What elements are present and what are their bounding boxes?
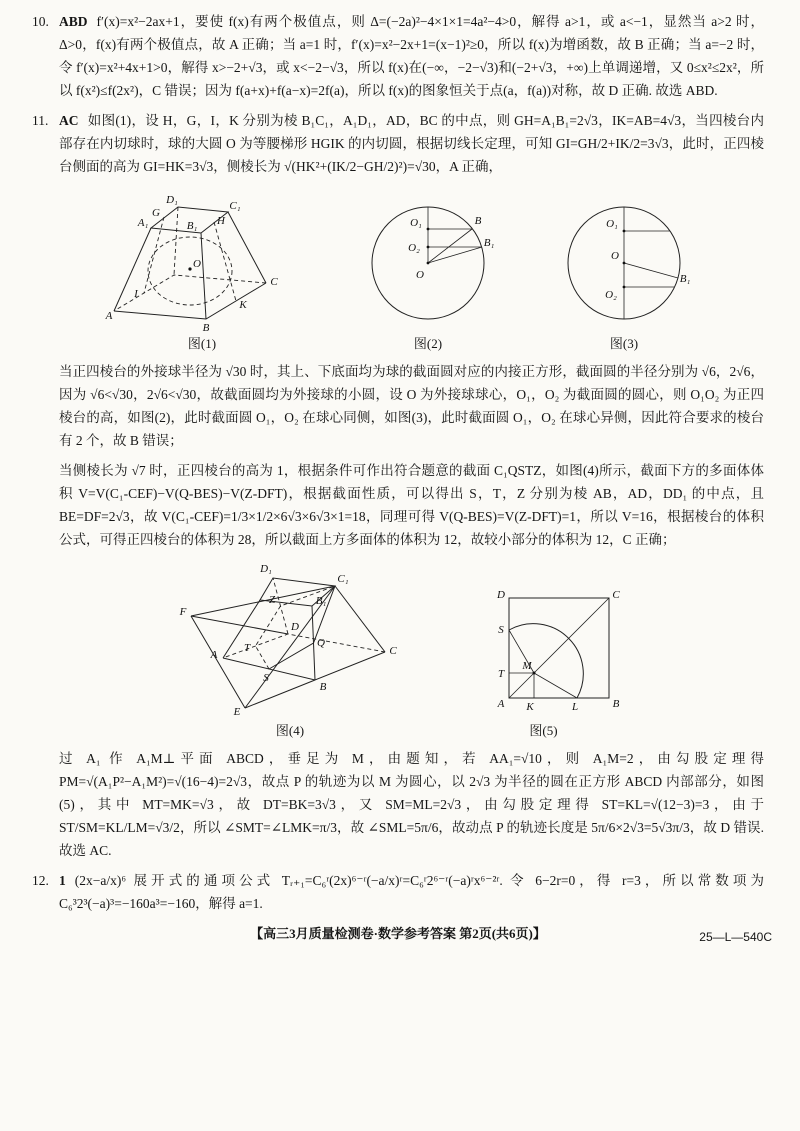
sphere-sections-same-side-diagram <box>358 185 498 333</box>
vertex-label: B <box>474 215 482 227</box>
vertex-label: O <box>416 269 424 281</box>
question-11-text-3: 当侧棱长为 √7 时，正四棱台的高为 1，根据条件可作出符合题意的截面 C₁QSTZ，如图(4)所示，截面下方的多面体体积 V=V(C₁-CEF)−V(Q-BES)−V(Z-DFT)，根据截面性质，可以得出 S，T，Z 分别为棱 AB，AD，DD₁ 的中点，且 BE=DF=2√3，故 V(C₁-CEF)=1/3×1/2×6√3×6√3×1=18，同理可得 V(Q-BES)=V(Z-DFT)=1，所以 V=16，根据棱台的体积公式，可得正四棱台的体积为 28，所以截面上方多面体的体积为 12，故较小部分的体积为 12，C 正确； <box>59 463 764 547</box>
question-11-answer: AC <box>59 113 79 128</box>
question-12-number: 12. <box>32 873 49 888</box>
question-10-solution <box>32 10 764 102</box>
vertex-labels <box>605 218 690 301</box>
vertex-label: Z <box>268 594 275 606</box>
page-footer <box>32 922 772 945</box>
question-11-text-1: 如图(1)，设 H，G，I，K 分别为棱 B₁C₁，A₁D₁，AD，BC 的中点，则 GH=A₁B₁=2√3，IK=AB=4√3，当四棱台内部存在内切球时，球的大圆 O 为等腰梯形 HGIK 的内切圆，根据切线长定理，可知 GI=GH/2+IK/2=3√3，此时，正四棱台侧面的高为 GI=HK=3√3，侧棱长为 √(HK²+(IK/2−GH/2)²)=√30，A 正确， <box>59 113 764 174</box>
question-11-text-2: 当正四棱台的外接球半径为 √30 时，其上、下底面均为球的截面圆对应的内接正方形，截面圆的半径分别为 √6，2√6，因为 √6<√30，2√6<√30，故截面圆均为外接球的小圆，设 O 为外接球球心，O₁，O₂ 为截面圆的圆心，则 O₁O₂ 为正四棱台的高，如图(2)，此时截面圆 O₁，O₂ 在球心同侧，如图(3)，此时截面圆 O₁，O₂ 在球心异侧，因此符合要求的棱台有 2 个，故 B 错误； <box>59 364 764 448</box>
vertex-label: B <box>202 322 210 334</box>
figure-5 <box>464 586 624 739</box>
figure-3 <box>554 185 694 352</box>
vertex-label: D₁ <box>166 194 178 206</box>
vertex-label: O₂ <box>408 242 420 254</box>
square-locus-arc-diagram <box>464 586 624 720</box>
figure-caption: 图(5) <box>529 723 558 738</box>
vertex-label: Q <box>316 637 325 649</box>
vertex-label: C <box>270 276 278 288</box>
figure-caption: 图(4) <box>275 723 305 738</box>
vertex-label: D <box>290 621 299 633</box>
vertex-label: A <box>105 310 113 322</box>
question-10-number: 10. <box>32 14 49 29</box>
vertex-label: S <box>262 672 269 684</box>
vertex-label: T <box>497 668 504 680</box>
figure-row-1 <box>32 185 764 352</box>
vertex-label: A₁ <box>137 217 149 229</box>
figure-2 <box>358 185 498 352</box>
footer-paper-code: 25—L—540C <box>699 930 772 944</box>
question-11-solution <box>32 109 764 178</box>
circle-outline <box>372 207 484 319</box>
vertex-label: C <box>388 645 397 657</box>
vertex-labels <box>496 589 620 713</box>
vertex-label: B₁ <box>186 220 198 232</box>
vertex-label: O₂ <box>605 289 617 301</box>
vertex-label: C₁ <box>229 200 241 212</box>
vertex-labels <box>178 563 397 718</box>
solid-outline <box>191 578 385 708</box>
figure-caption: 图(1) <box>187 336 217 351</box>
vertex-label: B₁ <box>679 273 691 285</box>
footer-page-number: 第2页(共6页)】 <box>459 926 546 941</box>
vertex-label: H <box>217 215 225 227</box>
vertex-label: B <box>612 698 619 710</box>
vertex-label: E <box>233 706 240 718</box>
figure-1 <box>102 185 302 352</box>
figure-row-2 <box>32 558 764 739</box>
vertex-label: G <box>152 207 160 219</box>
vertex-label: K <box>239 299 247 311</box>
vertex-label: B <box>319 681 326 693</box>
circle-outline <box>568 207 680 319</box>
vertex-label: C₁ <box>336 573 349 585</box>
vertex-labels <box>105 194 279 334</box>
vertex-label: O₁ <box>606 218 618 230</box>
vertex-label: L <box>571 701 578 713</box>
vertex-label: B₁ <box>315 595 326 607</box>
vertex-label: I <box>134 288 138 300</box>
question-12-solution <box>32 869 764 915</box>
vertex-label: D₁ <box>259 563 272 575</box>
vertex-label: B₁ <box>483 237 495 249</box>
vertex-label: A <box>210 649 217 661</box>
vertex-label: D <box>496 589 505 601</box>
figure-caption: 图(2) <box>413 336 443 351</box>
vertex-label: T <box>243 642 250 654</box>
question-12-text: (2x−a/x)⁶ 展开式的通项公式 Tᵣ₊₁=C₆ʳ(2x)⁶⁻ʳ(−a/x)ʳ=C₆ʳ2⁶⁻ʳ(−a)ʳx⁶⁻²ʳ. 令 6−2r=0，得 r=3，所以常数项为 C₆³2³(−a)³=−160a³=−160，解得 a=1. <box>59 873 764 911</box>
vertex-label: S <box>497 624 504 636</box>
vertex-label: M <box>521 660 532 672</box>
vertex-label: O <box>611 250 619 262</box>
question-11-text-4: 过 A₁ 作 A₁M⊥平面 ABCD，垂足为 M，由题知，若 AA₁=√10，则 A₁M=2，由勾股定理得 PM=√(A₁P²−A₁M²)=√(16−4)=2√3，故点 P 的轨迹为以 M 为圆心，以 2√3 为半径的圆在正方形 ABCD 内部部分，如图(5)，其中 MT=MK=√3，故 DT=BK=3√3，又 SM=ML=2√3，由勾股定理得 ST=KL=√(12−3)=3，由于 ST/SM=KL/LM=√3/2，所以 ∠SMT=∠LMK=π/3，故 ∠SML=5π/6，故动点 P 的轨迹长度是 5π/6×2√3=5√3π/3，故 D 错误. 故选 AC. <box>59 751 764 858</box>
footer-title: 【高三3月质量检测卷·数学参考答案 <box>250 926 456 941</box>
square-outline <box>509 598 609 698</box>
frustum-inscribed-sphere-diagram <box>102 185 302 333</box>
vertex-label: K <box>525 701 534 713</box>
question-10-text: f′(x)=x²−2ax+1，要使 f(x)有两个极值点，则 Δ=(−2a)²−4×1×1=4a²−4>0，解得 a>1，或 a<−1，显然当 a>2 时，Δ>0，f(x)有两个极值点，故 A 正确；当 a=1 时，f′(x)=x²−2x+1=(x−1)²≥0，所以 f(x)为增函数，故 B 正确；当 a=−2 时，令 f′(x)=x²+4x+1>0，解得 x>−2+√3，或 x<−2−√3，所以 f(x)在(−∞，−2−√3)和(−2+√3，+∞)上单调递增，又 0≤x²≤2x²，所以 f(x²)≤f(2x²)，C 错误；因为 f(a+x)+f(a−x)=2f(a)，所以 f(x)的图象恒关于点(a，f(a))对称，故 D 正确. 故选 ABD. <box>59 14 764 98</box>
frustum-cross-section-diagram <box>173 558 408 720</box>
sphere-sections-opposite-side-diagram <box>554 185 694 333</box>
figure-4 <box>173 558 408 739</box>
vertex-label: O₁ <box>410 217 422 229</box>
vertex-label: C <box>611 589 620 601</box>
question-12-answer: 1 <box>59 873 66 888</box>
vertex-label: O <box>193 258 201 270</box>
question-11-number: 11. <box>32 113 49 128</box>
figure-caption: 图(3) <box>609 336 639 351</box>
vertex-label: F <box>179 606 186 618</box>
question-10-answer: ABD <box>59 14 88 29</box>
vertex-label: A <box>497 698 504 710</box>
